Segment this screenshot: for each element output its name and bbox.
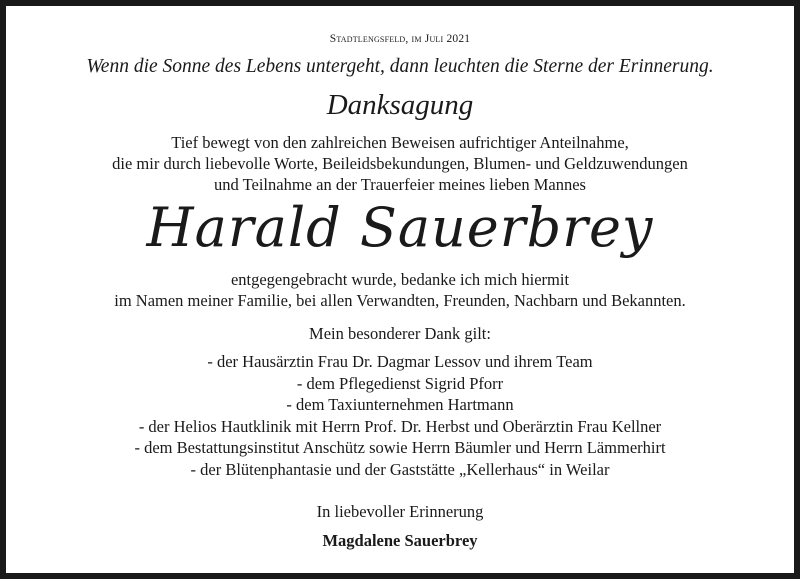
intro-line: Tief bewegt von den zahlreichen Beweisen aufrichtiger Anteilnahme, bbox=[171, 133, 629, 152]
list-item: - der Blütenphantasie und der Gaststätte „Kellerhaus“ in Weilar bbox=[190, 459, 610, 479]
deceased-name: Harald Sauerbrey bbox=[146, 196, 654, 259]
motto-quote: Wenn die Sonne des Lebens untergeht, dann leuchten die Sterne der Erinnerung. bbox=[86, 56, 714, 77]
thanks-paragraph bbox=[6, 269, 794, 311]
special-thanks-list bbox=[6, 351, 794, 480]
notice-heading: Danksagung bbox=[326, 89, 474, 121]
special-thanks-intro: Mein besonderer Dank gilt: bbox=[309, 324, 491, 343]
list-item: - dem Bestattungsinstitut Anschütz sowie Herrn Bäumler und Herrn Lämmerhirt bbox=[134, 438, 666, 457]
thanks-line: im Namen meiner Familie, bei allen Verwandten, Freunden, Nachbarn und Bekannten. bbox=[114, 291, 686, 310]
signature-name: Magdalene Sauerbrey bbox=[322, 531, 478, 550]
list-item: - der Helios Hautklinik mit Herrn Prof. Dr. Herbst und Oberärztin Frau Kellner bbox=[138, 416, 662, 436]
list-item: - dem Taxiunternehmen Hartmann bbox=[286, 395, 514, 414]
list-item: - dem Pflegedienst Sigrid Pforr bbox=[296, 373, 504, 393]
list-item: - der Hausärztin Frau Dr. Dagmar Lessov und ihrem Team bbox=[207, 352, 593, 371]
thanks-line: entgegengebracht wurde, bedanke ich mich hiermit bbox=[230, 270, 570, 289]
intro-line: die mir durch liebevolle Worte, Beileidsbekundungen, Blumen- und Geldzuwendungen bbox=[112, 154, 688, 173]
closing-line: In liebevoller Erinnerung bbox=[316, 502, 484, 521]
intro-line: und Teilnahme an der Trauerfeier meines lieben Mannes bbox=[214, 175, 586, 194]
place-date: Stadtlengsfeld, im Juli 2021 bbox=[329, 33, 471, 45]
intro-paragraph bbox=[6, 132, 794, 195]
